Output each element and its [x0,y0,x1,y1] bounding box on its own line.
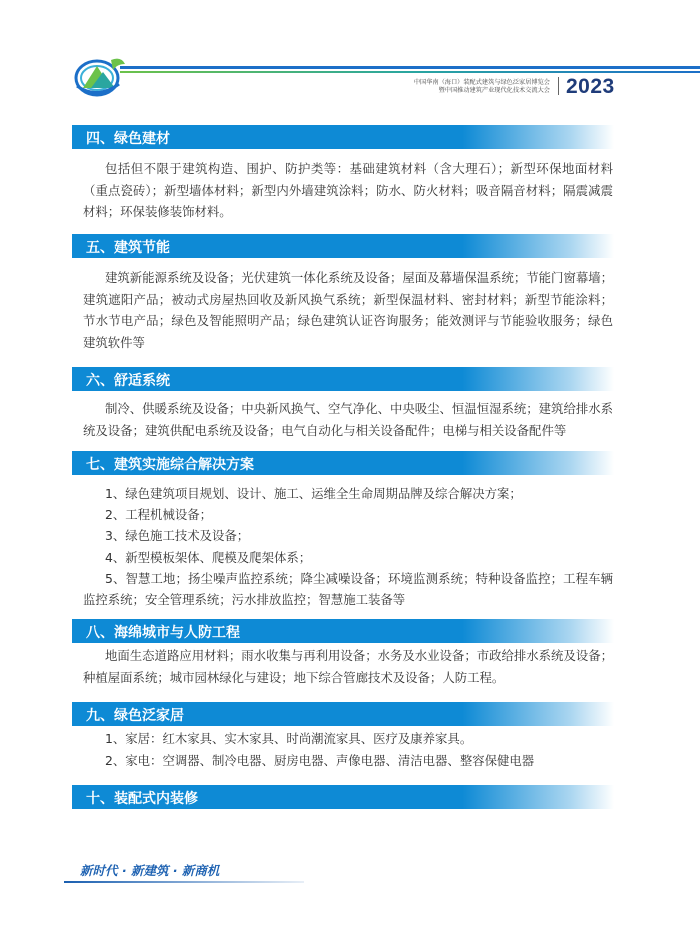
page-header [0,0,700,110]
section-header-sponge-city [72,619,614,643]
list-item: 5、智慧工地；扬尘噪声监控系统；降尘减噪设备；环境监测系统；特种设备监控；工程车辆监控系统；安全管理系统；污水排放监控；智慧施工装备等 [83,570,613,608]
paragraph: 制冷、供暖系统及设备；中央新风换气、空气净化、中央吸尘、恒温恒湿系统；建筑给排水系统及设备；建筑供配电系统及设备；电气自动化与相关设备配件；电梯与相关设备配件等 [83,401,614,438]
section-title: 九、绿色泛家居 [86,708,184,724]
header-divider [558,77,559,95]
section-header-green-building-materials [72,125,614,149]
section-title: 八、海绵城市与人防工程 [86,625,240,641]
expo-title-line1: 中国华南（海口）装配式建筑与绿色泛家居博览会 [413,79,550,86]
section-body-building-energy-saving [83,267,613,353]
list-item: 1、绿色建筑项目规划、设计、施工、运维全生命周期品牌及综合解决方案； [105,486,522,501]
section-header-construction-solutions [72,451,614,475]
section-body-sponge-city [83,645,613,688]
section-header-green-home [72,702,614,726]
section-title: 十、装配式内装修 [86,791,198,807]
list-item: 1、家居：红木家具、实木家具、时尚潮流家具、医疗及康养家具。 [105,731,473,746]
expo-logo-icon [73,50,127,100]
section-body-comfort-systems [83,398,613,441]
paragraph: 建筑新能源系统及设备；光伏建筑一体化系统及设备；屋面及幕墙保温系统；节能门窗幕墙；建筑遮阳产品；被动式房屋热回收及新风换气系统；新型保温材料、密封材料；新型节能涂料；节水节电产品；绿色及智能照明产品；绿色建筑认证咨询服务；能效测评与节能验收服务；绿色建筑软件等 [83,270,614,350]
section-title: 七、建筑实施综合解决方案 [86,457,254,473]
event-year: 2023 [566,75,615,98]
list-item: 2、家电：空调器、制冷电器、厨房电器、声像电器、清洁电器、整容保健电器 [105,752,535,768]
paragraph: 地面生态道路应用材料；雨水收集与再利用设备；水务及水业设备；市政给排水系统及设备；种植屋面系统；城市园林绿化与建设；地下综合管廊技术及设备；人防工程。 [83,648,614,685]
section-title: 四、绿色建材 [86,131,170,147]
section-header-prefab-interior [72,785,614,809]
section-body-green-home [83,728,613,771]
list-item: 3、绿色施工技术及设备； [105,528,250,544]
list-item: 4、新型模板架体、爬模及爬架体系； [105,549,312,565]
section-body-green-building-materials [83,158,613,223]
paragraph: 包括但不限于建筑构造、围护、防护类等：基础建筑材料（含大理石）；新型环保地面材料（重点瓷砖）；新型墙体材料；新型内外墙建筑涂料；防水、防火材料；吸音隔音材料；隔震减震材料；环保装修装饰材料。 [83,161,613,219]
expo-title-block [414,79,550,95]
section-title: 五、建筑节能 [86,240,170,256]
section-body-construction-solutions [83,483,613,610]
expo-title-line2: 暨中国推动建筑产业现代化技术交流大会 [438,87,550,94]
footer-slogan: 新时代 · 新建筑 · 新商机 [80,863,220,878]
section-title: 六、舒适系统 [86,373,170,389]
section-header-building-energy-saving [72,234,614,258]
section-header-comfort-systems [72,367,614,391]
footer-underline [64,881,304,883]
list-item: 2、工程机械设备； [105,507,213,523]
